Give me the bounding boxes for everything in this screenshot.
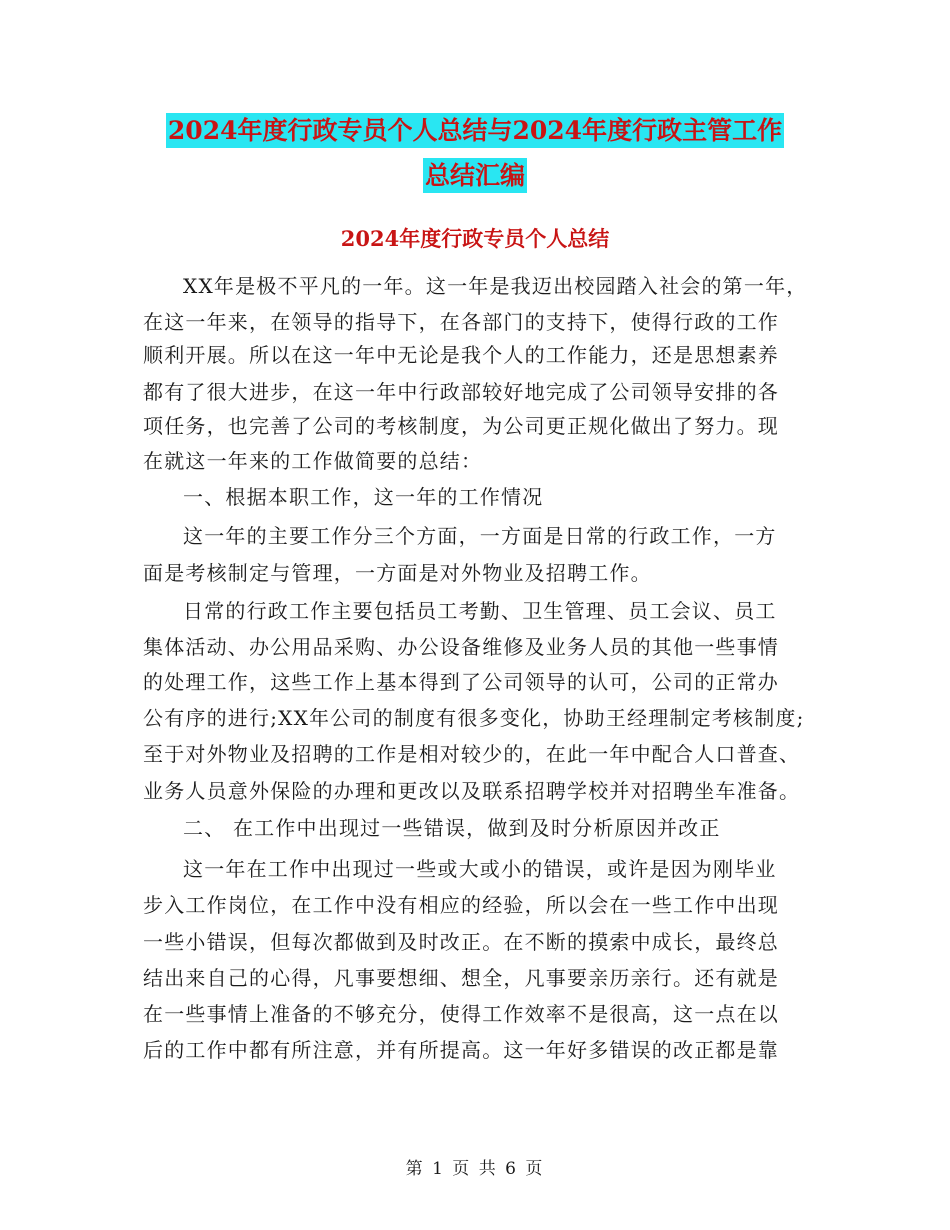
- body-text-line: XX年是极不平凡的一年。这一年是我迈出校园踏入社会的第一年，: [183, 274, 808, 298]
- body-text-line: 的处理工作，这些工作上基本得到了公司领导的认可，公司的正常办: [143, 670, 779, 694]
- body-text-line: 面是考核制定与管理，一方面是对外物业及招聘工作。: [143, 561, 652, 585]
- body-text-line: 集体活动、办公用品采购、办公设备维修及业务人员的其他一些事情: [143, 635, 779, 659]
- page-number-footer: 第 1 页 共 6 页: [405, 1159, 545, 1179]
- body-text-line: 二、 在工作中出现过一些错误，做到及时分析原因并改正: [183, 816, 721, 840]
- body-text-line: 这一年的主要工作分三个方面，一方面是日常的行政工作，一方: [183, 524, 777, 548]
- body-text-line: 后的工作中都有所注意，并有所提高。这一年好多错误的改正都是靠: [143, 1038, 779, 1062]
- body-text-line: 一、根据本职工作，这一年的工作情况: [183, 485, 544, 509]
- section-title: 2024年度行政专员个人总结: [340, 226, 610, 251]
- body-text-line: 项任务，也完善了公司的考核制度，为公司更正规化做出了努力。现: [143, 414, 779, 438]
- body-text-line: 在就这一年来的工作做简要的总结：: [143, 449, 483, 473]
- body-text-line: 一些小错误，但每次都做到及时改正。在不断的摸索中成长，最终总: [143, 930, 779, 954]
- body-text-line: 至于对外物业及招聘的工作是相对较少的，在此一年中配合人口普查、: [143, 742, 801, 766]
- body-text-line: 步入工作岗位，在工作中没有相应的经验，所以会在一些工作中出现: [143, 893, 779, 917]
- body-text-line: 结出来自己的心得，凡事要想细、想全，凡事要亲历亲行。还有就是: [143, 966, 779, 990]
- body-text-line: 在一些事情上准备的不够充分，使得工作效率不是很高，这一点在以: [143, 1002, 779, 1026]
- document-title-line-2: 总结汇编: [0, 156, 950, 192]
- body-text-line: 业务人员意外保险的办理和更改以及联系招聘学校并对招聘坐车准备。: [143, 779, 801, 803]
- body-text-line: 顺利开展。所以在这一年中无论是我个人的工作能力，还是思想素养: [143, 343, 779, 367]
- document-title-line-1: 2024年度行政专员个人总结与2024年度行政主管工作: [0, 111, 950, 147]
- body-text-line: 日常的行政工作主要包括员工考勤、卫生管理、员工会议、员工: [183, 599, 777, 623]
- body-text-line: 在这一年来，在领导的指导下，在各部门的支持下，使得行政的工作: [143, 310, 779, 334]
- body-text-line: 公有序的进行;XX年公司的制度有很多变化，协助王经理制定考核制度;: [143, 706, 805, 730]
- body-text-line: 都有了很大进步，在这一年中行政部较好地完成了公司领导安排的各: [143, 380, 779, 404]
- body-text-line: 这一年在工作中出现过一些或大或小的错误，或许是因为刚毕业: [183, 857, 777, 881]
